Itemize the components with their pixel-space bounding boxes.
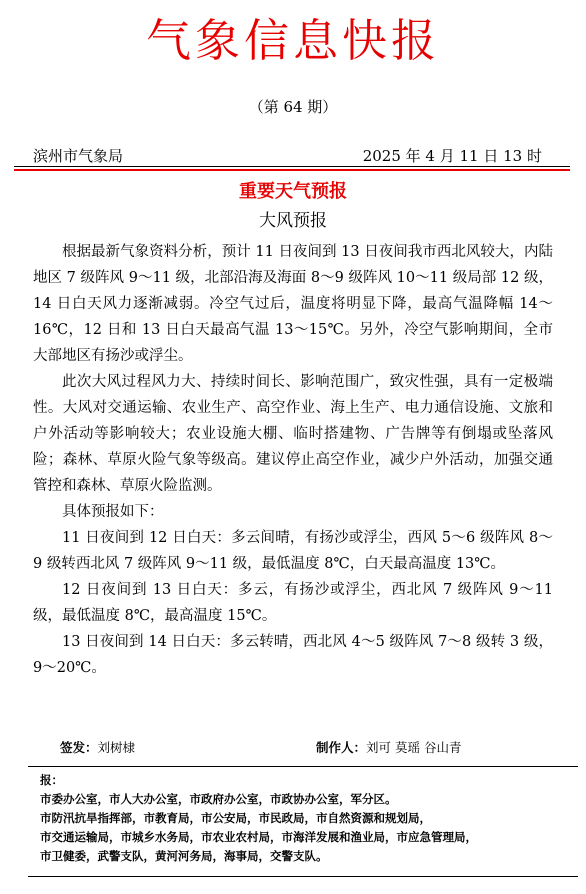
issuing-agency: 滨州市气象局 — [33, 147, 124, 165]
distribution-line: 市卫健委，武警支队，黄河河务局，海事局，交警支队。 — [40, 849, 328, 863]
distribution-line: 市防汛抗旱指挥部，市教育局，市公安局，市民政局，市自然资源和规划局， — [40, 811, 431, 825]
subheadline: 大风预报 — [259, 211, 327, 231]
paragraph-overview: 根据最新气象资料分析，预计 11 日夜间到 13 日夜间我市西北风较大，内陆地区 7 级阵风 9～11 级，北部沿海及海面 8～9 级阵风 10～11 级局部 12 级，14 日白天风力逐渐减弱。冷空气过后，温度将明显下降，最高气温降幅 14～16℃，12 日和 13 日白天最高气温 13～15℃。另外，冷空气影响期间，全市大部地区有扬沙或浮尘。 — [33, 244, 553, 364]
signer-label: 签发： — [60, 740, 98, 755]
distribution-divider-bottom — [28, 876, 578, 877]
paragraph-forecast-day1: 11 日夜间到 12 日白天：多云间晴，有扬沙或浮尘，西风 5～6 级阵风 8～9 级转西北风 7 级阵风 9～11 级，最低温度 8℃，白天最高温度 13℃。 — [33, 530, 553, 572]
distribution-label: 报： — [40, 773, 63, 787]
header-divider-red — [14, 169, 570, 171]
makers-label: 制作人： — [316, 740, 367, 755]
signer-name: 刘树棣 — [97, 740, 136, 755]
paragraph-forecast-intro: 具体预报如下： — [62, 504, 164, 520]
signer — [60, 738, 135, 756]
distribution-line: 市委办公室，市人大办公室，市政府办公室，市政协办公室，军分区。 — [40, 792, 397, 806]
issue-datetime: 2025 年 4 月 11 日 13 时 — [362, 147, 542, 165]
makers — [316, 738, 461, 756]
bulletin-body — [33, 239, 553, 681]
paragraph-forecast-day2: 12 日夜间到 13 日白天：多云，有扬沙或浮尘，西北风 7 级阵风 9～11 级，最低温度 8℃，最高温度 15℃。 — [33, 582, 553, 624]
distribution-divider-top — [28, 766, 578, 767]
signature-row — [0, 738, 586, 758]
makers-names: 刘可 莫瑶 谷山青 — [366, 740, 462, 755]
issue-number: （第 64 期） — [248, 98, 338, 116]
paragraph-forecast-day3: 13 日夜间到 14 日白天：多云转晴，西北风 4～5 级阵风 7～8 级转 3 级，9～20℃。 — [33, 634, 553, 676]
paragraph-impact: 此次大风过程风力大、持续时间长、影响范围广，致灾性强，具有一定极端性。大风对交通运输、农业生产、高空作业、海上生产、电力通信设施、文旅和户外活动等影响较大；农业设施大棚、临时搭建物、广告牌等有倒塌或坠落风险；森林、草原火险气象等级高。建议停止高空作业，减少户外活动，加强交通管控和森林、草原火险监测。 — [33, 374, 553, 494]
header-divider-thin — [14, 166, 570, 167]
distribution-list — [40, 771, 582, 866]
distribution-line: 市交通运输局，市城乡水务局，市农业农村局，市海洋发展和渔业局，市应急管理局， — [40, 830, 477, 844]
bulletin-title: 气象信息快报 — [145, 14, 440, 67]
headline: 重要天气预报 — [239, 181, 347, 202]
